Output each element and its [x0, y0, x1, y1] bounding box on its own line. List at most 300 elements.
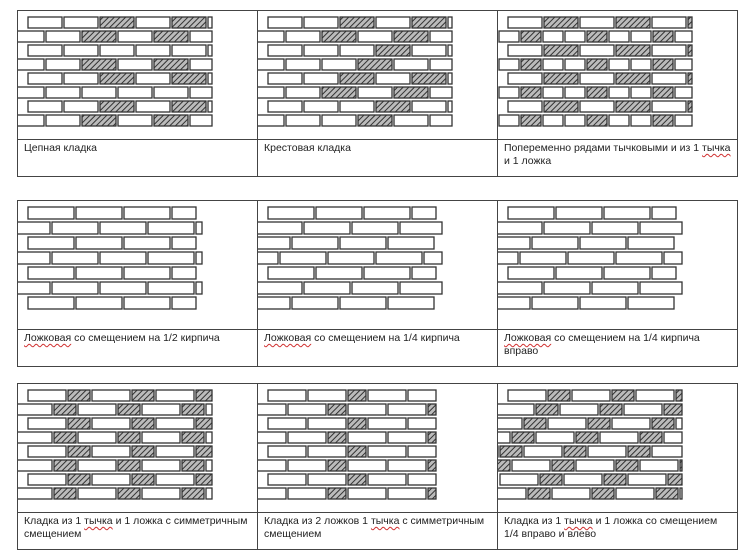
stretcher-brick [532, 237, 578, 249]
header-brick [604, 474, 626, 485]
stretcher-brick [588, 446, 626, 457]
header-brick [512, 432, 534, 443]
header-brick [576, 432, 598, 443]
header-brick [68, 390, 90, 401]
header-brick [118, 488, 140, 499]
stretcher-brick [388, 297, 434, 309]
stretcher-brick [616, 488, 654, 499]
stretcher-brick [616, 252, 662, 264]
stretcher-brick [92, 390, 130, 401]
stretcher-brick [118, 59, 152, 70]
header-brick [172, 101, 206, 112]
stretcher-brick [556, 267, 602, 279]
stretcher-brick [388, 237, 434, 249]
stretcher-brick [675, 31, 692, 42]
header-brick [616, 45, 650, 56]
stretcher-brick [664, 432, 682, 443]
stretcher-brick [543, 87, 563, 98]
stretcher-brick [340, 45, 374, 56]
stretcher-brick [316, 207, 362, 219]
stretcher-brick [196, 282, 202, 294]
stretcher-brick [258, 59, 284, 70]
stretcher-brick [206, 488, 212, 499]
stretcher-brick [148, 252, 194, 264]
header-brick [154, 59, 188, 70]
stretcher-brick [28, 418, 66, 429]
stretcher-brick [258, 115, 284, 126]
stretcher-brick [18, 460, 52, 471]
caption [258, 140, 498, 177]
stretcher-brick [408, 418, 436, 429]
stretcher-brick [292, 297, 338, 309]
header-brick [653, 59, 673, 70]
stretcher-brick [368, 390, 406, 401]
stretcher-brick [258, 252, 278, 264]
brick-pattern-double-stretcher [258, 384, 498, 509]
stretcher-brick [576, 460, 614, 471]
stretcher-brick [556, 207, 602, 219]
stretcher-brick [532, 297, 578, 309]
header-brick [524, 418, 546, 429]
header-brick [652, 418, 674, 429]
stretcher-brick [524, 446, 562, 457]
masonry-table-row-3 [17, 383, 738, 550]
header-brick [664, 404, 682, 415]
caption-text: Цепная кладка [24, 142, 98, 154]
stretcher-brick [565, 31, 585, 42]
header-brick [328, 432, 346, 443]
stretcher-brick [564, 474, 602, 485]
stretcher-brick [206, 460, 212, 471]
header-brick [196, 446, 212, 457]
stretcher-brick [498, 432, 510, 443]
stretcher-brick [156, 474, 194, 485]
stretcher-brick [124, 267, 170, 279]
stretcher-brick [52, 222, 98, 234]
stretcher-brick [543, 31, 563, 42]
stretcher-brick [288, 432, 326, 443]
header-brick [328, 404, 346, 415]
stretcher-brick [288, 488, 326, 499]
stretcher-brick [292, 237, 338, 249]
stretcher-brick [652, 45, 686, 56]
stretcher-brick [430, 115, 452, 126]
stretcher-brick [572, 390, 610, 401]
stretcher-brick [258, 404, 286, 415]
stretcher-brick [680, 488, 682, 499]
stretcher-brick [190, 31, 212, 42]
header-brick [118, 432, 140, 443]
stretcher-brick [142, 460, 180, 471]
header-brick [616, 17, 650, 28]
stretcher-brick [18, 222, 50, 234]
stretcher-brick [76, 297, 122, 309]
header-brick [328, 488, 346, 499]
stretcher-brick [268, 45, 302, 56]
header-brick [544, 17, 578, 28]
stretcher-brick [376, 17, 410, 28]
stretcher-brick [400, 222, 442, 234]
stretcher-brick [124, 297, 170, 309]
pattern-cell [18, 384, 258, 513]
header-brick [676, 390, 682, 401]
stretcher-brick [364, 267, 410, 279]
stretcher-brick [64, 73, 98, 84]
stretcher-brick [412, 207, 436, 219]
stretcher-brick [580, 237, 626, 249]
header-brick [68, 446, 90, 457]
stretcher-brick [580, 297, 626, 309]
pattern-cell [498, 201, 738, 330]
stretcher-brick [664, 252, 682, 264]
stretcher-brick [520, 252, 566, 264]
stretcher-brick [196, 222, 202, 234]
stretcher-brick [340, 101, 374, 112]
stretcher-brick [308, 474, 346, 485]
header-brick [428, 432, 436, 443]
stretcher-brick [631, 115, 651, 126]
pattern-cell [498, 11, 738, 140]
header-brick [196, 418, 212, 429]
stretcher-brick [640, 282, 682, 294]
stretcher-brick [508, 45, 542, 56]
stretcher-brick [64, 45, 98, 56]
stretcher-brick [288, 460, 326, 471]
stretcher-brick [92, 474, 130, 485]
header-brick [544, 45, 578, 56]
header-brick [500, 446, 522, 457]
header-brick [82, 31, 116, 42]
stretcher-brick [258, 282, 302, 294]
stretcher-brick [631, 59, 651, 70]
stretcher-brick [304, 73, 338, 84]
caption [18, 513, 258, 550]
stretcher-brick [498, 252, 518, 264]
stretcher-brick [136, 45, 170, 56]
stretcher-brick [156, 446, 194, 457]
header-brick [688, 17, 692, 28]
stretcher-brick [172, 297, 196, 309]
caption-text: со смещением на 1/2 кирпича [71, 332, 220, 344]
stretcher-brick [592, 282, 638, 294]
stretcher-brick [78, 488, 116, 499]
stretcher-brick [568, 252, 614, 264]
stretcher-brick [580, 17, 614, 28]
stretcher-brick [408, 390, 436, 401]
stretcher-brick [388, 460, 426, 471]
header-brick [154, 31, 188, 42]
stretcher-brick [268, 267, 314, 279]
stretcher-brick [640, 222, 682, 234]
stretcher-brick [76, 207, 122, 219]
stretcher-brick [78, 404, 116, 415]
stretcher-brick [124, 237, 170, 249]
stretcher-brick [499, 115, 519, 126]
stretcher-brick [286, 115, 320, 126]
stretcher-brick [136, 73, 170, 84]
stretcher-brick [508, 267, 554, 279]
caption-text: Кладка из 2 ложков 1 [264, 515, 371, 527]
brick-pattern-stretcher-quarter-right [498, 201, 738, 319]
stretcher-brick [388, 432, 426, 443]
stretcher-brick [498, 404, 534, 415]
stretcher-brick [544, 282, 590, 294]
stretcher-brick [280, 252, 326, 264]
header-brick [587, 87, 607, 98]
stretcher-brick [28, 297, 74, 309]
stretcher-brick [388, 404, 426, 415]
header-brick [172, 73, 206, 84]
stretcher-brick [499, 31, 519, 42]
stretcher-brick [316, 267, 362, 279]
stretcher-brick [92, 446, 130, 457]
stretcher-brick [100, 252, 146, 264]
header-brick [82, 59, 116, 70]
stretcher-brick [580, 73, 614, 84]
stretcher-brick [268, 73, 302, 84]
header-brick [653, 115, 673, 126]
header-brick [521, 31, 541, 42]
stretcher-brick [552, 488, 590, 499]
stretcher-brick [258, 460, 286, 471]
stretcher-brick [448, 73, 452, 84]
caption-text: Ложковая [264, 332, 312, 344]
stretcher-brick [100, 222, 146, 234]
header-brick [54, 488, 76, 499]
stretcher-brick [76, 267, 122, 279]
stretcher-brick [46, 115, 80, 126]
stretcher-brick [498, 282, 542, 294]
stretcher-brick [376, 252, 422, 264]
stretcher-brick [18, 87, 44, 98]
stretcher-brick [430, 31, 452, 42]
pattern-cell [258, 201, 498, 330]
header-brick [358, 115, 392, 126]
stretcher-brick [565, 59, 585, 70]
header-brick [616, 73, 650, 84]
header-brick [600, 404, 622, 415]
caption [258, 513, 498, 550]
stretcher-brick [28, 73, 62, 84]
stretcher-brick [612, 418, 650, 429]
stretcher-brick [18, 432, 52, 443]
stretcher-brick [18, 115, 44, 126]
stretcher-brick [368, 418, 406, 429]
stretcher-brick [348, 488, 386, 499]
masonry-table-row-1 [17, 10, 738, 177]
stretcher-brick [675, 87, 692, 98]
stretcher-brick [286, 31, 320, 42]
header-brick [592, 488, 614, 499]
header-brick [54, 432, 76, 443]
header-brick [587, 31, 607, 42]
stretcher-brick [258, 488, 286, 499]
header-brick [322, 87, 356, 98]
stretcher-brick [636, 390, 674, 401]
header-brick [428, 404, 436, 415]
header-brick [428, 488, 436, 499]
stretcher-brick [28, 237, 74, 249]
stretcher-brick [498, 237, 530, 249]
stretcher-brick [652, 17, 686, 28]
header-brick [132, 446, 154, 457]
stretcher-brick [208, 73, 212, 84]
stretcher-brick [148, 282, 194, 294]
caption-text: и 1 ложка с симметричным смещением [24, 515, 248, 540]
stretcher-brick [258, 297, 290, 309]
stretcher-brick [499, 87, 519, 98]
stretcher-brick [304, 45, 338, 56]
stretcher-brick [92, 418, 130, 429]
header-brick [182, 432, 204, 443]
stretcher-brick [136, 101, 170, 112]
header-brick [394, 31, 428, 42]
header-brick [118, 460, 140, 471]
caption-text: Кладка из 1 [504, 515, 565, 527]
brick-pattern-flemish-diagonal [498, 384, 738, 509]
stretcher-brick [208, 101, 212, 112]
stretcher-brick [268, 101, 302, 112]
stretcher-brick [206, 404, 212, 415]
header-brick [612, 390, 634, 401]
stretcher-brick [28, 446, 66, 457]
stretcher-brick [142, 432, 180, 443]
stretcher-brick [28, 267, 74, 279]
stretcher-brick [631, 31, 651, 42]
header-brick [196, 390, 212, 401]
header-brick [587, 59, 607, 70]
stretcher-brick [28, 207, 74, 219]
caption-text: тычка [564, 515, 593, 527]
stretcher-brick [18, 488, 52, 499]
caption-text: со смещением на 1/4 кирпича вправо [504, 332, 700, 357]
caption [498, 140, 738, 177]
header-brick [132, 418, 154, 429]
stretcher-brick [304, 17, 338, 28]
stretcher-brick [64, 17, 98, 28]
header-brick [428, 460, 436, 471]
stretcher-brick [142, 404, 180, 415]
header-brick [668, 474, 682, 485]
pattern-cell [258, 384, 498, 513]
stretcher-brick [18, 404, 52, 415]
header-brick [54, 404, 76, 415]
stretcher-brick [408, 474, 436, 485]
stretcher-brick [46, 87, 80, 98]
header-brick [552, 460, 574, 471]
stretcher-brick [268, 17, 302, 28]
header-brick [653, 31, 673, 42]
stretcher-brick [560, 404, 598, 415]
stretcher-brick [136, 17, 170, 28]
stretcher-brick [604, 267, 650, 279]
stretcher-brick [628, 474, 666, 485]
header-brick [521, 115, 541, 126]
stretcher-brick [28, 101, 62, 112]
stretcher-brick [448, 101, 452, 112]
caption-text: и 1 ложка [504, 155, 552, 167]
stretcher-brick [308, 418, 346, 429]
stretcher-brick [28, 390, 66, 401]
caption [258, 330, 498, 367]
stretcher-brick [498, 222, 542, 234]
pattern-cell [498, 384, 738, 513]
caption-text: Ложковая [504, 332, 552, 344]
stretcher-brick [118, 31, 152, 42]
stretcher-brick [28, 17, 62, 28]
stretcher-brick [498, 297, 530, 309]
header-brick [322, 31, 356, 42]
header-brick [521, 59, 541, 70]
stretcher-brick [430, 87, 452, 98]
stretcher-brick [18, 252, 50, 264]
header-brick [498, 460, 510, 471]
header-brick [653, 87, 673, 98]
header-brick [68, 474, 90, 485]
stretcher-brick [358, 31, 392, 42]
stretcher-brick [604, 207, 650, 219]
stretcher-brick [624, 404, 662, 415]
caption-text: тычка [702, 142, 731, 154]
header-brick [394, 87, 428, 98]
stretcher-brick [304, 282, 350, 294]
header-brick [540, 474, 562, 485]
stretcher-brick [348, 432, 386, 443]
stretcher-brick [172, 237, 196, 249]
stretcher-brick [288, 404, 326, 415]
stretcher-brick [430, 59, 452, 70]
stretcher-brick [609, 31, 629, 42]
header-brick [680, 460, 682, 471]
stretcher-brick [675, 59, 692, 70]
stretcher-brick [46, 31, 80, 42]
caption-text: тычка [84, 515, 113, 527]
stretcher-brick [322, 59, 356, 70]
stretcher-brick [498, 488, 526, 499]
caption-text: Кладка из 1 [24, 515, 85, 527]
header-brick [118, 404, 140, 415]
stretcher-brick [631, 87, 651, 98]
brick-pattern-chain [18, 11, 258, 139]
stretcher-brick [388, 488, 426, 499]
stretcher-brick [206, 432, 212, 443]
stretcher-brick [142, 488, 180, 499]
header-brick [564, 446, 586, 457]
brick-pattern-cross [258, 11, 498, 139]
header-brick [82, 115, 116, 126]
stretcher-brick [536, 432, 574, 443]
header-brick [328, 460, 346, 471]
stretcher-brick [172, 207, 196, 219]
stretcher-brick [258, 237, 290, 249]
stretcher-brick [118, 87, 152, 98]
stretcher-brick [268, 418, 306, 429]
pattern-cell [258, 11, 498, 140]
stretcher-brick [322, 115, 356, 126]
header-brick [548, 390, 570, 401]
stretcher-brick [196, 252, 202, 264]
header-brick [688, 45, 692, 56]
stretcher-brick [28, 45, 62, 56]
stretcher-brick [352, 222, 398, 234]
stretcher-brick [548, 418, 586, 429]
stretcher-brick [78, 460, 116, 471]
header-brick [340, 17, 374, 28]
stretcher-brick [394, 59, 428, 70]
caption-text: со смещением на 1/4 кирпича [311, 332, 460, 344]
header-brick [587, 115, 607, 126]
stretcher-brick [368, 446, 406, 457]
